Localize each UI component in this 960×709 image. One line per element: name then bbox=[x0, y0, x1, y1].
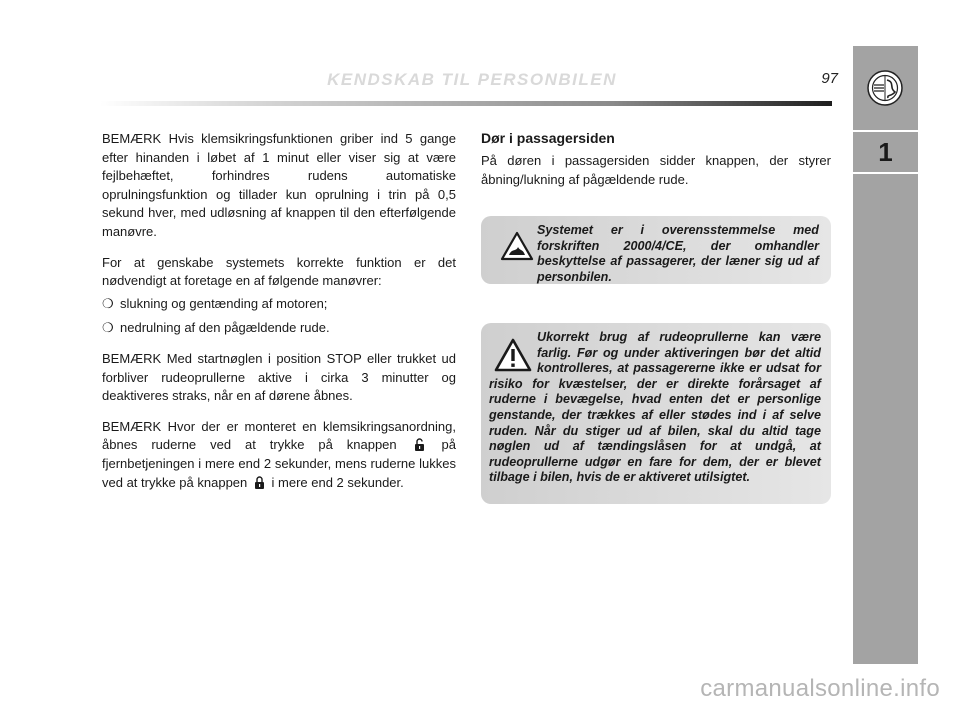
remote-text-part-b: på fjernbetjeningen i mere end 2 sekunder, mens ruderne lukkes ved at trykke på knappen bbox=[102, 437, 456, 490]
restore-steps-list bbox=[102, 295, 456, 338]
list-item bbox=[102, 295, 456, 314]
remote-text-part-a: BEMÆRK Hvor der er monteret en klemsikringsanordning, åbnes ruderne ved at trykke på knappen bbox=[102, 418, 456, 453]
warning-text-container bbox=[489, 330, 821, 486]
page-number: 97 bbox=[821, 70, 838, 87]
unlock-icon bbox=[414, 438, 425, 451]
note-paragraph-anti-pinch: BEMÆRK Hvis klemsikringsfunktionen griber ind 5 gange efter hinanden i løbet af 1 minut eller viser sig at være fejlbehæftet, forhindres rudens automatiske oprulningsfunktion og tillader kun oprulning i trin på 0,5 sekund hver, med udløsning af knappen til den efterfølgende manøvre. bbox=[102, 131, 456, 239]
note-paragraph-remote bbox=[102, 418, 456, 492]
footer-watermark[interactable]: carmanualsonline.info bbox=[700, 675, 940, 702]
bullet-circle-icon: ❍ bbox=[102, 320, 114, 336]
chapter-number: 1 bbox=[853, 132, 918, 174]
chapter-side-tab bbox=[853, 46, 918, 664]
warning-box bbox=[481, 323, 831, 504]
section-text: På døren i passagersiden sidder knappen, der styrer åbning/lukning af pågældende rude. bbox=[481, 153, 831, 187]
section-heading: Dør i passagersiden bbox=[481, 130, 615, 146]
environment-triangle-icon bbox=[499, 230, 535, 262]
regulation-note-box bbox=[481, 216, 831, 284]
restore-paragraph: For at genskabe systemets korrekte funktion er det nødvendigt at foretage en af følgende manøvrer: bbox=[102, 254, 456, 289]
note-paragraph-key-stop: BEMÆRK Med startnøglen i position STOP eller trukket ud forbliver rudeoprullerne aktive i cirka 3 minutter og deaktiveres straks, når en af dørene åbnes. bbox=[102, 350, 456, 404]
warning-text: Ukorrekt brug af rudeoprullerne kan være farlig. Før og under aktiveringen bør det altid kontrolleres, at passagererne ikke er udsat for risiko for kvæstelser, der er direkte forårsaget af ruderne i bevægelse, hvad enten det er personlige genstande, der trækkes af eller stødes ind i af selve ruden. Når du stiger ud af bilen, skal du altid tage nøglen ud af tændingslåsen for at undgå, at rudeoprullerne udgør en fare for dem, der er blevet tilbage i bilen, hvis de er aktiveret utilsigtet. bbox=[489, 330, 821, 485]
remote-text-part-c: i mere end 2 sekunder. bbox=[271, 474, 404, 490]
lock-icon bbox=[254, 476, 265, 489]
icon-spacer bbox=[489, 330, 537, 376]
chapter-logo-box bbox=[853, 46, 918, 132]
alfa-romeo-logo-icon bbox=[867, 70, 903, 106]
regulation-note-text: Systemet er i overensstemmelse med forskriften 2000/4/CE, der omhandler beskyttelse af passagerer, der læner sig ud af personbilen. bbox=[537, 223, 819, 284]
list-item-text: nedrulning af den pågældende rude. bbox=[120, 320, 330, 336]
list-item bbox=[102, 319, 456, 338]
right-column bbox=[481, 130, 831, 189]
list-item-text: slukning og gentænding af motoren; bbox=[120, 295, 328, 311]
running-header-title: KENDSKAB TIL PERSONBILEN bbox=[327, 70, 617, 89]
bullet-circle-icon: ❍ bbox=[102, 295, 114, 311]
header-rule bbox=[100, 101, 832, 106]
left-column bbox=[102, 130, 456, 504]
